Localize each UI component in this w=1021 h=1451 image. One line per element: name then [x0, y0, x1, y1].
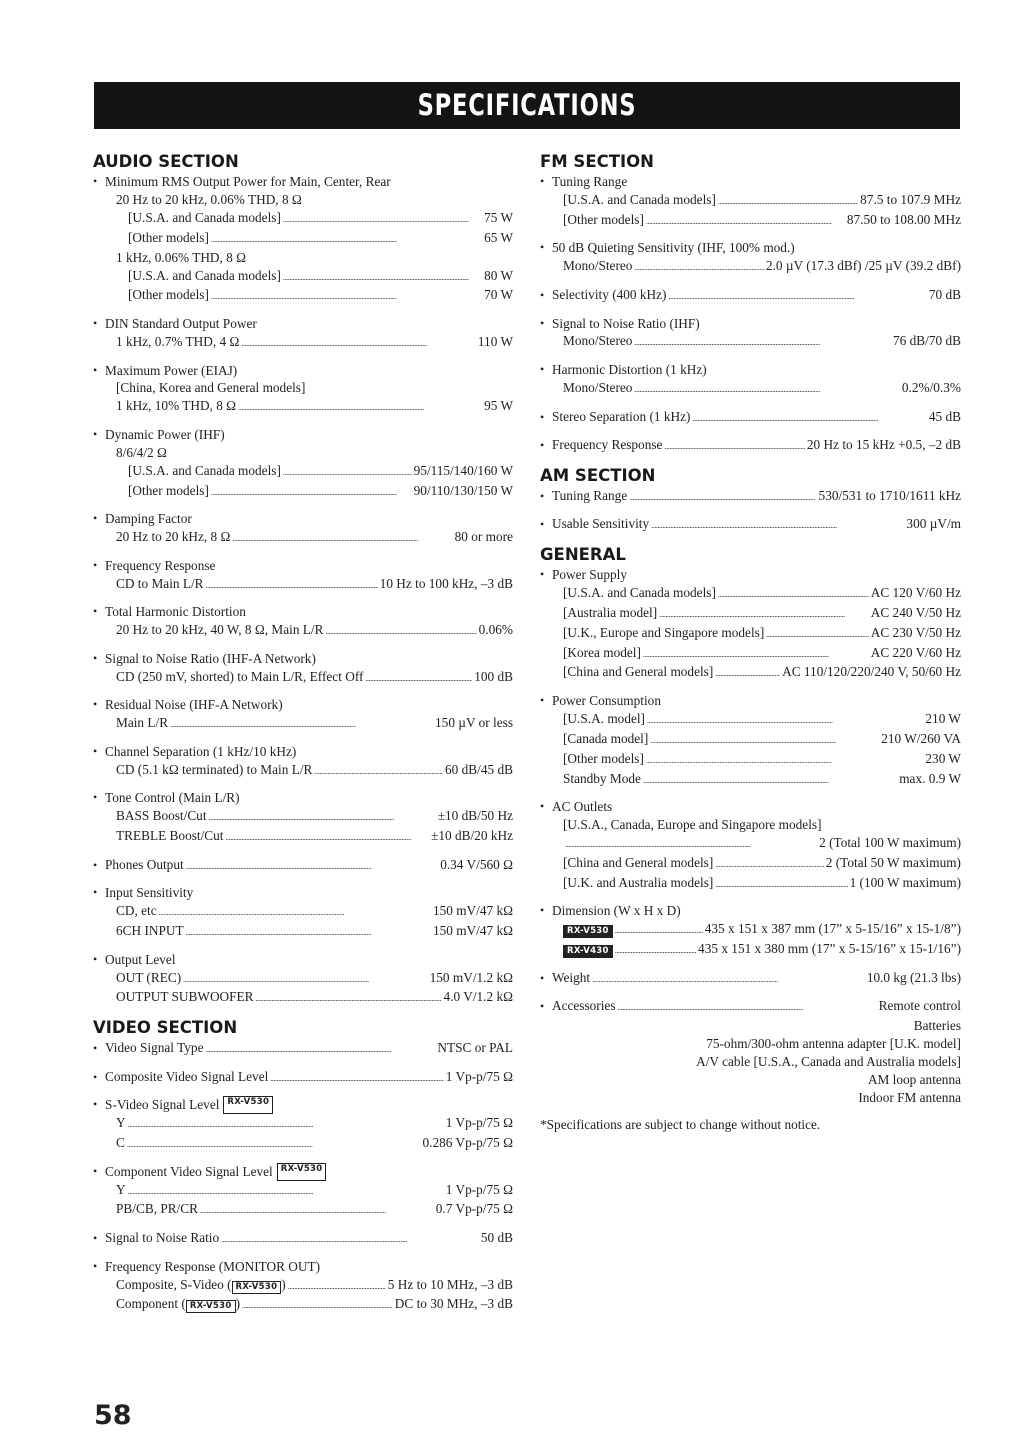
spec-am-tuning-range: • Tuning Range . . . 530/531 to 1710/1611 kHz — [540, 487, 961, 507]
spec-dynamic-power: • Dynamic Power (IHF) 8/6/4/2 Ω [U.S.A. and Canada models] . . . 95/115/140/160 W [Other models] . . . 90/110/130/150 W — [93, 426, 513, 502]
spec-snr: • Signal to Noise Ratio (IHF-A Network) CD (250 mV, shorted) to Main L/R, Effect Off . . . 100 dB — [93, 650, 513, 688]
spec-fm-quieting: • 50 dB Quieting Sensitivity (IHF, 100% mod.) Mono/Stereo . . . 2.0 µV (17.3 dBf) /25 µV (39.2 dBf) — [540, 239, 961, 277]
spec-output-level: • Output Level OUT (REC) . . . 150 mV/1.2 kΩ OUTPUT SUBWOOFER . . . 4.0 V/1.2 kΩ — [93, 951, 513, 1009]
spec-phones-output: • Phones Output . . . 0.34 V/560 Ω — [93, 856, 513, 876]
spec-channel-separation: • Channel Separation (1 kHz/10 kHz) CD (5.1 kΩ terminated) to Main L/R . . . 60 dB/45 dB — [93, 743, 513, 781]
spec-din-power: • DIN Standard Output Power 1 kHz, 0.7% THD, 4 Ω . . . 110 W — [93, 315, 513, 353]
spec-fm-harmonic: • Harmonic Distortion (1 kHz) Mono/Stereo . . . 0.2%/0.3% — [540, 361, 961, 399]
accessory-item: Batteries — [913, 1018, 961, 1034]
spec-weight: • Weight . . . 10.0 kg (21.3 lbs) — [540, 969, 961, 989]
spec-dimension: • Dimension (W x H x D) RX-V530 . . . 435 x 151 x 387 mm (17” x 5-15/16” x 15-1/8”) RX-V430 . . . 435 x 151 x 380 mm (17” x 5-15/16” x 15-1/16”) — [540, 902, 961, 960]
spec-composite-level: • Composite Video Signal Level . . . 1 Vp-p/75 Ω — [93, 1068, 513, 1088]
spec-ac-outlets: • AC Outlets [U.S.A., Canada, Europe and Singapore models] . . . 2 (Total 100 W maximum) [China and General models] . . . 2 (Total 50 W maximum) [U.K. and Australia models] . . . 1 (100 W maximum) — [540, 798, 961, 894]
audio-section-title: AUDIO SECTION — [93, 152, 239, 171]
spec-tone-control: • Tone Control (Main L/R) BASS Boost/Cut . . . ±10 dB/50 Hz TREBLE Boost/Cut . . . ±10 dB/20 kHz — [93, 789, 513, 847]
accessory-item: AM loop antenna — [867, 1072, 961, 1088]
spec-min-rms-power: • Minimum RMS Output Power for Main, Center, Rear 20 Hz to 20 kHz, 0.06% THD, 8 Ω [U.S.A. and Canada models] . . . 75 W [Other models] . . . 65 W 1 kHz, 0.06% THD, 8 Ω [U.S.A. and Canada models] . . . 80 W [Other models] . . . 70 W — [93, 173, 513, 306]
spec-fm-frequency-response: • Frequency Response . . . 20 Hz to 15 kHz +0.5, –2 dB — [540, 436, 961, 456]
model-badge: RX-V530 — [223, 1096, 273, 1114]
spec-accessories: • Accessories . . . Remote control Batteries 75-ohm/300-ohm antenna adapter [U.K. model] A/V cable [U.S.A., Canada and Australia models] AM loop antenna Indoor FM antenna — [540, 997, 961, 1106]
spec-fm-snr: • Signal to Noise Ratio (IHF) Mono/Stereo . . . 76 dB/70 dB — [540, 315, 961, 353]
left-column — [93, 151, 513, 1324]
spec-fm-selectivity: • Selectivity (400 kHz) . . . 70 dB — [540, 286, 961, 306]
footnote: *Specifications are subject to change without notice. — [540, 1116, 821, 1132]
spec-frequency-response: • Frequency Response CD to Main L/R . . . 10 Hz to 100 kHz, –3 dB — [93, 557, 513, 595]
accessory-item: A/V cable [U.S.A., Canada and Australia models] — [696, 1054, 961, 1070]
page-number: 58 — [94, 1400, 132, 1431]
model-badge: RX-V430 — [563, 945, 613, 958]
spec-fm-stereo-separation: • Stereo Separation (1 kHz) . . . 45 dB — [540, 408, 961, 428]
spec-video-frequency-response: • Frequency Response (MONITOR OUT) Composite, S-Video ( RX-V530 ) . . . 5 Hz to 10 MHz, –3 dB Component ( RX-V530 ) . . . DC to 30 MHz, –3 dB — [93, 1258, 513, 1316]
spec-max-power: • Maximum Power (EIAJ) [China, Korea and General models] 1 kHz, 10% THD, 8 Ω . . . 95 W — [93, 362, 513, 418]
model-badge: RX-V530 — [232, 1281, 282, 1294]
accessory-item: 75-ohm/300-ohm antenna adapter [U.K. model] — [706, 1036, 961, 1052]
spec-power-consumption: • Power Consumption [U.S.A. model] . . . 210 W [Canada model] . . . 210 W/260 VA [Other models] . . . 230 W Standby Mode . . . max. 0.9 W — [540, 692, 961, 790]
spec-residual-noise: • Residual Noise (IHF-A Network) Main L/R . . . 150 µV or less — [93, 696, 513, 734]
spec-component-level: • Component Video Signal Level RX-V530 Y . . . 1 Vp-p/75 Ω PB/CB, PR/CR . . . 0.7 Vp-p/75 Ω — [93, 1163, 513, 1221]
model-badge: RX-V530 — [277, 1163, 327, 1181]
specifications-banner — [94, 82, 960, 129]
spec-video-signal-type: • Video Signal Type . . . NTSC or PAL — [93, 1039, 513, 1059]
model-badge: RX-V530 — [186, 1300, 236, 1313]
page-title: SPECIFICATIONS — [417, 88, 637, 122]
spec-svideo-level: • S-Video Signal Level RX-V530 Y . . . 1 Vp-p/75 Ω C . . . 0.286 Vp-p/75 Ω — [93, 1096, 513, 1154]
accessory-item: Indoor FM antenna — [858, 1089, 961, 1105]
video-section-title: VIDEO SECTION — [93, 1018, 238, 1038]
spec-input-sensitivity: • Input Sensitivity CD, etc . . . 150 mV/47 kΩ 6CH INPUT . . . 150 mV/47 kΩ — [93, 884, 513, 942]
spec-power-supply: • Power Supply [U.S.A. and Canada models] . . . AC 120 V/60 Hz [Australia model] . . . AC 240 V/50 Hz [U.K., Europe and Singapore models] . . . AC 230 V/50 Hz [Korea model] . . . AC 220 V/60 Hz [China and General models] . . . AC 110/120/220/240 V, 50/60 Hz — [540, 566, 961, 683]
am-section-title: AM SECTION — [540, 465, 656, 485]
right-column — [540, 151, 961, 1133]
spec-fm-tuning-range: • Tuning Range [U.S.A. and Canada models] . . . 87.5 to 107.9 MHz [Other models] . . . 87.50 to 108.00 MHz — [540, 173, 961, 231]
general-section-title: GENERAL — [540, 544, 626, 564]
model-badge: RX-V530 — [563, 925, 613, 938]
spec-thd: • Total Harmonic Distortion 20 Hz to 20 kHz, 40 W, 8 Ω, Main L/R . . . 0.06% — [93, 603, 513, 641]
spec-video-snr: • Signal to Noise Ratio . . . 50 dB — [93, 1229, 513, 1249]
fm-section-title: FM SECTION — [540, 152, 654, 171]
spec-damping-factor: • Damping Factor 20 Hz to 20 kHz, 8 Ω . . . 80 or more — [93, 510, 513, 548]
spec-am-usable-sensitivity: • Usable Sensitivity . . . 300 µV/m — [540, 515, 961, 535]
bullet: • — [93, 174, 98, 188]
